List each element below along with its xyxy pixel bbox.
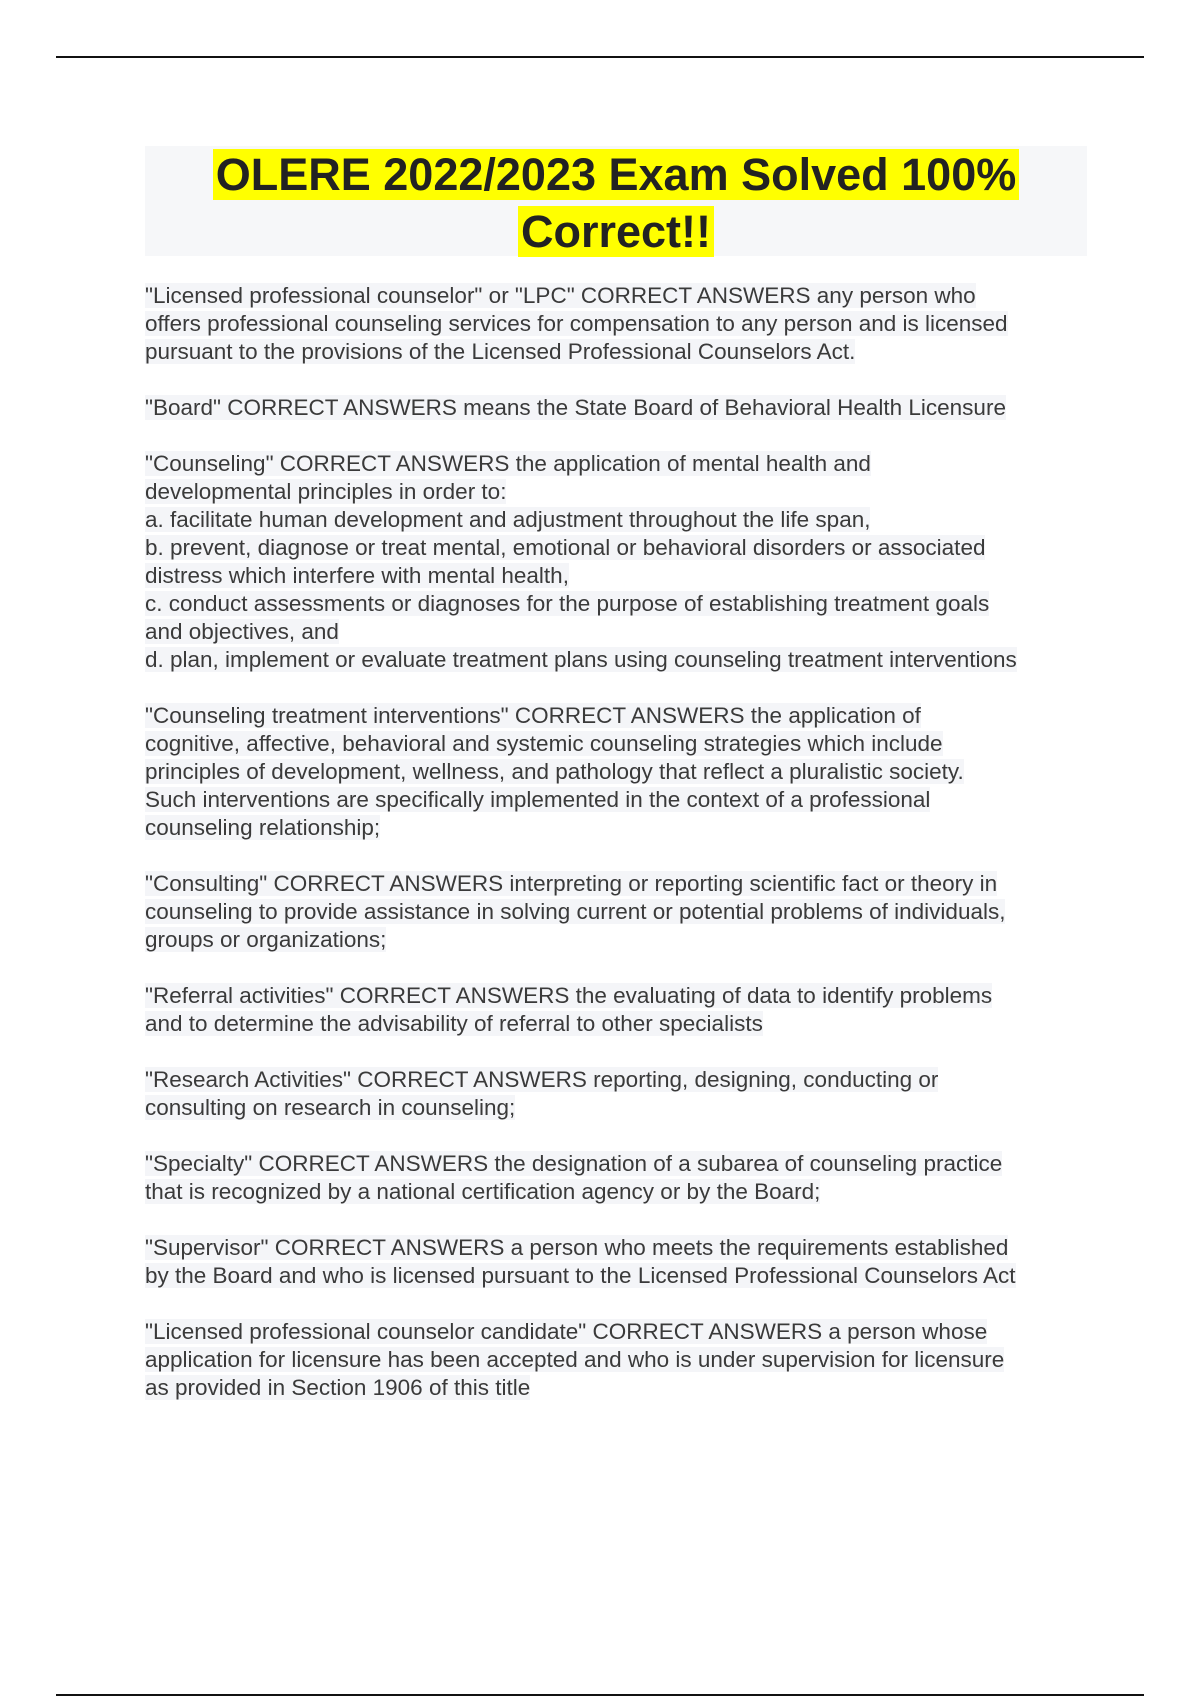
definition-line — [145, 394, 1100, 422]
definition-line — [145, 758, 1100, 786]
definition-line-text: c. conduct assessments or diagnoses for the purpose of establishing treatment goals — [145, 591, 990, 616]
definition-line — [145, 1150, 1100, 1178]
definition-line-text: and objectives, and — [145, 619, 339, 644]
definition-line-text: developmental principles in order to: — [145, 479, 507, 504]
definition-line-text: cognitive, affective, behavioral and systemic counseling strategies which include — [145, 731, 943, 756]
definition-line-text: application for licensure has been accepted and who is under supervision for licensure — [145, 1347, 1005, 1372]
definition-line — [145, 282, 1100, 310]
definition-line — [145, 1346, 1100, 1374]
document-body — [145, 282, 1100, 1430]
definition-line-text: groups or organizations; — [145, 927, 387, 952]
definition-line — [145, 814, 1100, 842]
definition-line-text: "Counseling treatment interventions" CORRECT ANSWERS the application of — [145, 703, 921, 728]
title-line-1: OLERE 2022/2023 Exam Solved 100% — [213, 149, 1019, 200]
definition-line — [145, 702, 1100, 730]
definition-line — [145, 646, 1100, 674]
definition-line-text: pursuant to the provisions of the Licensed Professional Counselors Act. — [145, 339, 856, 364]
definition-line-text: d. plan, implement or evaluate treatment plans using counseling treatment interventions — [145, 647, 1017, 672]
definition-line-text: "Board" CORRECT ANSWERS means the State Board of Behavioral Health Licensure — [145, 395, 1006, 420]
definition-entry — [145, 1150, 1100, 1206]
definition-entry — [145, 982, 1100, 1038]
definition-line-text: Such interventions are specifically implemented in the context of a professional — [145, 787, 931, 812]
definition-line-text: counseling relationship; — [145, 815, 381, 840]
definition-entry — [145, 1318, 1100, 1402]
definition-line-text: "Referral activities" CORRECT ANSWERS the evaluating of data to identify problems — [145, 983, 993, 1008]
definition-line — [145, 338, 1100, 366]
definition-line — [145, 310, 1100, 338]
definition-line-text: b. prevent, diagnose or treat mental, emotional or behavioral disorders or associated — [145, 535, 986, 560]
definition-line-text: "Consulting" CORRECT ANSWERS interpreting or reporting scientific fact or theory in — [145, 871, 998, 896]
definition-line-text: "Specialty" CORRECT ANSWERS the designation of a subarea of counseling practice — [145, 1151, 1003, 1176]
definition-entry — [145, 870, 1100, 954]
definition-line-text: "Licensed professional counselor candidate" CORRECT ANSWERS a person whose — [145, 1319, 988, 1344]
definition-line — [145, 590, 1100, 618]
definition-line — [145, 450, 1100, 478]
definition-line-text: "Licensed professional counselor" or "LPC" CORRECT ANSWERS any person who — [145, 283, 976, 308]
definition-entry — [145, 1066, 1100, 1122]
document-title — [145, 146, 1087, 260]
title-block — [145, 146, 1087, 256]
top-divider — [56, 56, 1144, 58]
definition-line-text: counseling to provide assistance in solving current or potential problems of individuals, — [145, 899, 1006, 924]
definition-line — [145, 1178, 1100, 1206]
definition-entry — [145, 282, 1100, 366]
definition-entry — [145, 394, 1100, 422]
definition-line — [145, 1374, 1100, 1402]
definition-line — [145, 730, 1100, 758]
definition-line-text: "Counseling" CORRECT ANSWERS the application of mental health and — [145, 451, 871, 476]
definition-entry — [145, 702, 1100, 842]
definition-line-text: a. facilitate human development and adjustment throughout the life span, — [145, 507, 871, 532]
definition-line-text: "Research Activities" CORRECT ANSWERS reporting, designing, conducting or — [145, 1067, 939, 1092]
definition-entry — [145, 1234, 1100, 1290]
definition-line — [145, 506, 1100, 534]
bottom-divider — [56, 1694, 1144, 1696]
title-line-2: Correct!! — [518, 206, 714, 257]
definition-line — [145, 534, 1100, 562]
definition-line — [145, 870, 1100, 898]
definition-line — [145, 1262, 1100, 1290]
definition-line-text: principles of development, wellness, and pathology that reflect a pluralistic society. — [145, 759, 964, 784]
definition-line — [145, 1066, 1100, 1094]
definition-line — [145, 1234, 1100, 1262]
definition-line — [145, 926, 1100, 954]
definition-line — [145, 618, 1100, 646]
definition-line — [145, 478, 1100, 506]
definition-line-text: consulting on research in counseling; — [145, 1095, 516, 1120]
definition-line — [145, 1094, 1100, 1122]
definition-line — [145, 562, 1100, 590]
definition-line-text: distress which interfere with mental health, — [145, 563, 569, 588]
definition-line — [145, 898, 1100, 926]
definition-line-text: offers professional counseling services for compensation to any person and is licensed — [145, 311, 1008, 336]
definition-line-text: by the Board and who is licensed pursuant to the Licensed Professional Counselors Act — [145, 1263, 1016, 1288]
definition-line-text: that is recognized by a national certification agency or by the Board; — [145, 1179, 821, 1204]
definition-entry — [145, 450, 1100, 674]
definition-line — [145, 786, 1100, 814]
definition-line-text: as provided in Section 1906 of this title — [145, 1375, 531, 1400]
definition-line — [145, 982, 1100, 1010]
definition-line — [145, 1318, 1100, 1346]
definition-line — [145, 1010, 1100, 1038]
definition-line-text: and to determine the advisability of referral to other specialists — [145, 1011, 763, 1036]
definition-line-text: "Supervisor" CORRECT ANSWERS a person who meets the requirements established — [145, 1235, 1009, 1260]
